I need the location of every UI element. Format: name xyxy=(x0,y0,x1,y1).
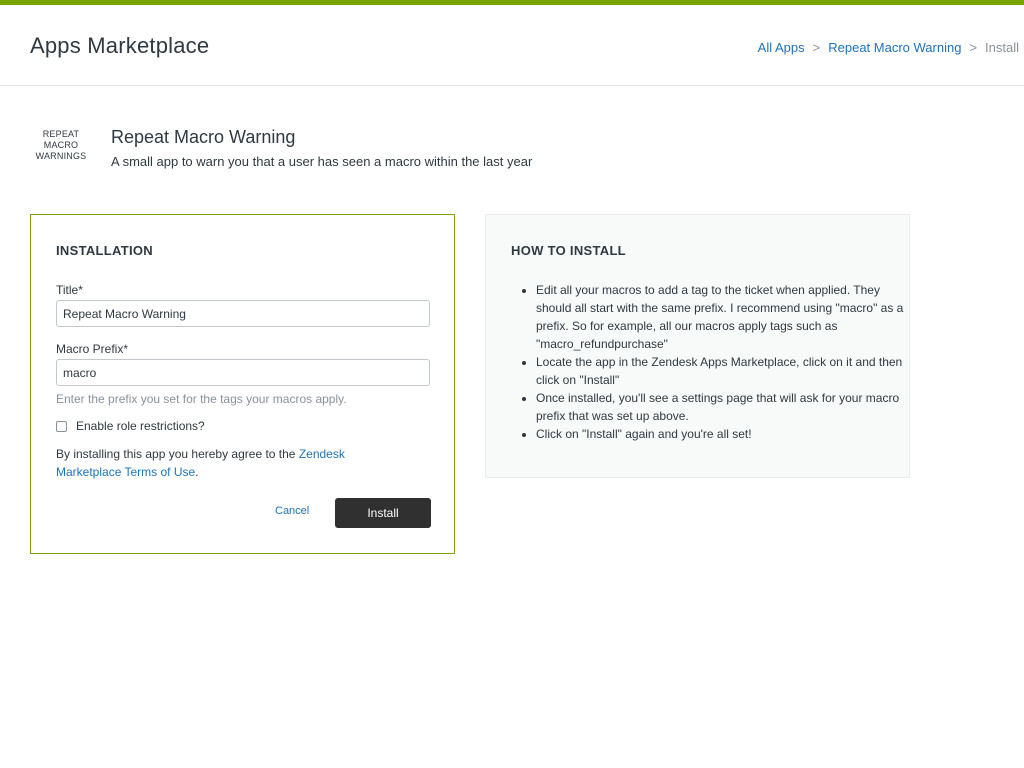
role-restrictions-label[interactable]: Enable role restrictions? xyxy=(76,419,205,433)
title-label: Title* xyxy=(56,283,83,297)
terms-text xyxy=(56,445,396,481)
terms-link[interactable]: Zendesk Marketplace Terms of Use xyxy=(56,447,345,479)
macro-prefix-hint: Enter the prefix you set for the tags your macros apply. xyxy=(56,392,347,406)
installation-card xyxy=(30,214,455,554)
terms-suffix: . xyxy=(195,465,199,479)
cancel-button[interactable]: Cancel xyxy=(275,505,310,517)
macro-prefix-input[interactable] xyxy=(56,359,430,386)
app-logo xyxy=(32,129,90,162)
page-header xyxy=(0,5,1024,86)
breadcrumb-separator: > xyxy=(812,40,821,55)
how-to-step: • Edit all your macros to add a tag to the ticket when applied. They should all start with the same prefix. I recommend using "macro" as a prefix. So for example, all our macros apply tags such as "macro_refundpurchase" xyxy=(536,281,916,353)
app-logo-line: REPEAT xyxy=(42,129,80,139)
app-logo-line: MACRO xyxy=(43,140,79,150)
macro-prefix-label: Macro Prefix* xyxy=(56,342,129,356)
how-to-step: • Click on "Install" again and you're all set! xyxy=(536,425,916,443)
title-input[interactable] xyxy=(56,300,430,327)
breadcrumb-all-apps[interactable]: All Apps xyxy=(757,40,805,55)
terms-prefix: By installing this app you hereby agree to the xyxy=(56,447,299,461)
breadcrumb-app[interactable]: Repeat Macro Warning xyxy=(828,40,962,55)
breadcrumb-separator: > xyxy=(969,40,978,55)
page-title: Apps Marketplace xyxy=(30,33,210,58)
how-to-steps xyxy=(511,281,916,443)
app-logo-line: WARNINGS xyxy=(35,151,87,161)
how-to-step: • Once installed, you'll see a settings page that will ask for your macro prefix that was set up above. xyxy=(536,389,916,425)
role-restrictions-row xyxy=(56,419,205,433)
role-restrictions-checkbox[interactable] xyxy=(56,421,67,432)
breadcrumb xyxy=(758,40,1019,55)
how-to-step: • Locate the app in the Zendesk Apps Marketplace, click on it and then click on "Install" xyxy=(536,353,916,389)
app-description: A small app to warn you that a user has seen a macro within the last year xyxy=(111,154,533,169)
app-name: Repeat Macro Warning xyxy=(111,127,296,147)
how-to-install-card xyxy=(485,214,910,478)
install-button[interactable]: Install xyxy=(335,498,431,528)
breadcrumb-current: Install xyxy=(985,40,1019,55)
how-to-install-heading: HOW TO INSTALL xyxy=(511,243,626,258)
installation-heading: INSTALLATION xyxy=(56,243,153,258)
